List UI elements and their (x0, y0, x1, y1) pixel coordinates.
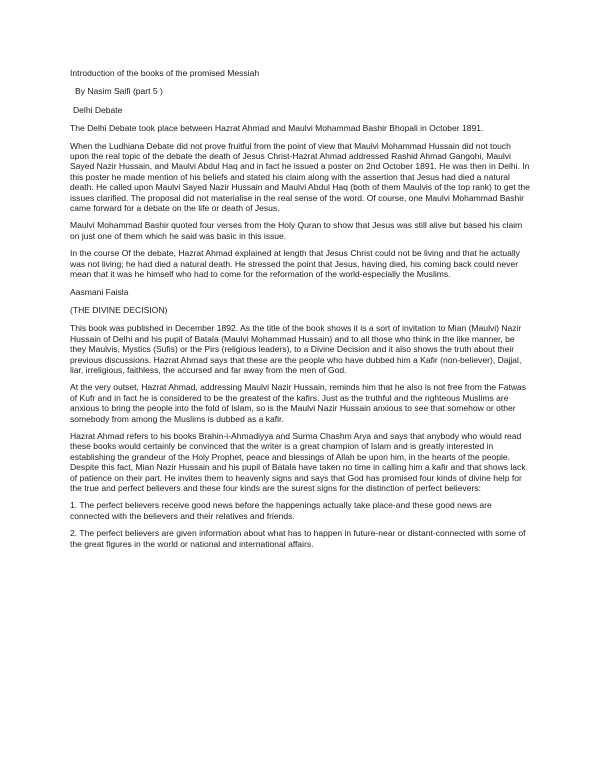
author-byline: By Nasim Saifi (part 5 ) (75, 86, 163, 97)
paragraph-ludhiana-debate: When the Ludhiana Debate did not prove fruitful from the point of view that Maulvi Mohammad Hussain did not touch upon the real topic of the debate the death of Jesus Christ-Hazrat Ahmad addressed Rashid Ahmad Gangohi, Maulvi Sayed Nazir Hussain, and Maulvi Abdul Haq and in fact he issued a poster on 2nd October 1891. He was then in Delhi. In this poster he made mention of his beliefs and stated his claim along with the assertion that Jesus had died a natural death. He called upon Maulvi Sayed Nazir Hussain and Maulvi Abdul Haq (both of them Maulvis of the top rank) to get the issues clarified. The proposal did not materialise in the real sense of the word. Of course, one Maulvi Mohammad Bashir came forward for a debate on the life or death of Jesus. (70, 140, 530, 214)
document-page (70, 68, 532, 556)
list-item-2: 2. The perfect believers are given information about what has to happen in future-near or distant-connected with some of the great figures in the world or national and international affairs. (70, 528, 526, 549)
document-title: Introduction of the books of the promised Messiah (70, 68, 260, 78)
section-heading-aasmani-faisla: Aasmani Faisla (70, 286, 129, 297)
paragraph-book-references: Hazrat Ahmad refers to his books Brahin-i-Ahmadiyya and Surma Chashm Arya and says that anybody who would read these books would certainly be convinced that the writer is a great champion of Islam and is greatly interested in establishing the grandeur of the Holy Prophet, peace and blessings of Allah be upon him, in the hearts of the people. Despite this fact, Mian Nazir Hussain and his pupil of Batala have taken no time in calling him a kafir and that shows lack of patience on their part. He invites them to heavenly signs and says that God has promised four kinds of divine help for the true and perfect believers and these four kinds are the surest signs for the distinction of perfect believers: (70, 430, 526, 493)
paragraph-bashir-verses: Maulvi Mohammad Bashir quoted four verses from the Holy Quran to show that Jesus was still alive but based his claim on just one of them which he said was basic in this issue. (70, 220, 523, 241)
paragraph-outset: At the very outset, Hazrat Ahmad, addressing Maulvi Nazir Hussain, reminds him that he also is not free from the Fatwas of Kufr and in fact he is considered to be the greatest of the kafirs. Just as the truthful and the righteous Muslims are anxious to bring the people into the fold of Islam, so is the Maulvi Nazir Hussain anxious to see that somehow or other somebody from among the Muslims is dubbed as a kafir. (70, 382, 527, 424)
paragraph-debate-course: In the course Of the debate, Hazrat Ahmad explained at length that Jesus Christ could not be living and that he actually was not living; he had died a natural death. He stressed the point that Jesus, having died, his coming back could never mean that it was he himself who had to come for the reformation of the world-especially the Muslims. (70, 248, 520, 280)
list-item-1: 1. The perfect believers receive good news before the happenings actually take place-and these good news are connected with the believers and their relatives and friends. (70, 500, 492, 521)
paragraph-delhi-intro: The Delhi Debate took place between Hazrat Ahmad and Maulvi Mohammad Bashir Bhopali in October 1891. (70, 123, 484, 134)
section-heading-delhi-debate: Delhi Debate (73, 104, 123, 115)
section-subheading-divine-decision: (THE DIVINE DECISION) (70, 304, 168, 315)
paragraph-publication: This book was published in December 1892. As the title of the book shows it is a sort of invitation to Mian (Maulvi) Nazir Hussain of Delhi and his pupil of Batala (Maulvi Mohammad Hussain) and to all those who think in the like manner, be they Maulvis, Mystics (Sufis) or the Pirs (religious leaders), to a Divine Decision and it also shows the truth about their previous discussions. Hazrat Ahmad says that these are the people who have dubbed him a Kafir (non-believer), Dajjal, liar, irreligious, faithless, the accursed and far away from the men of God. (70, 323, 522, 375)
